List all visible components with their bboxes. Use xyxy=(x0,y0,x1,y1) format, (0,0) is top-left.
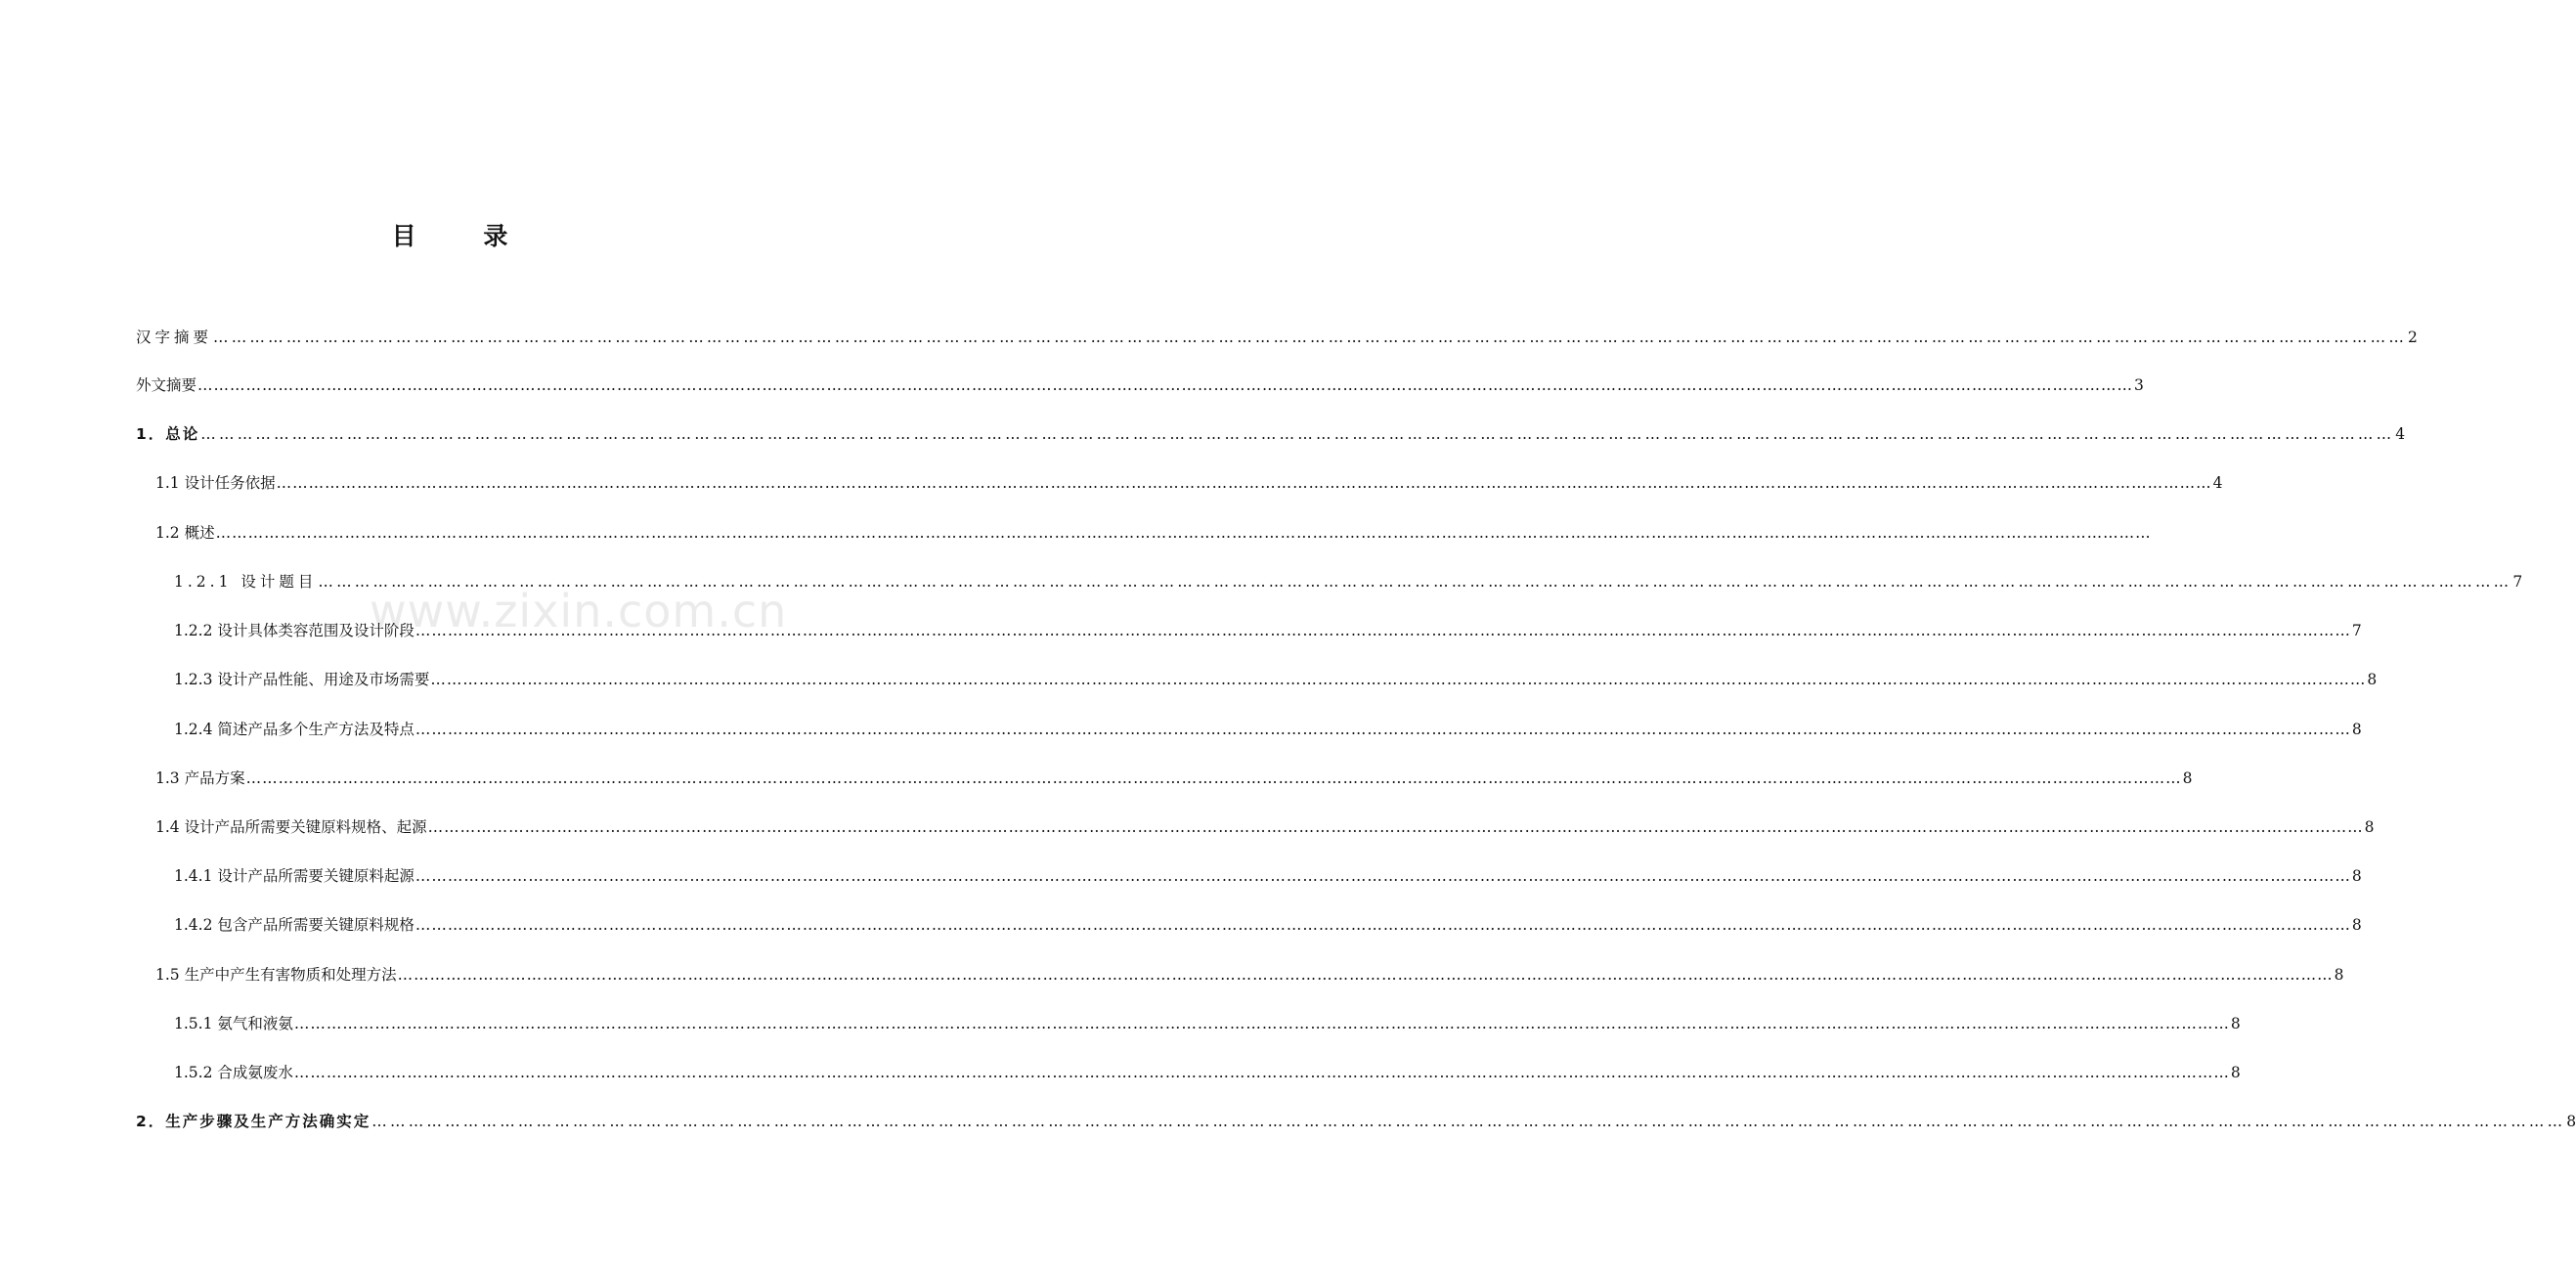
toc-entry-text: 1.4.2 包含产品所需要关键原料规格 xyxy=(174,916,415,934)
toc-entry[interactable] xyxy=(155,471,2223,495)
toc-entry[interactable] xyxy=(174,913,2362,937)
toc-entry-text: 1.2.4 简述产品多个生产方法及特点 xyxy=(174,721,415,738)
toc-entry-page: 8 xyxy=(2334,966,2344,984)
toc-entry[interactable] xyxy=(174,1012,2241,1035)
toc-entry-text: 1.2.1 设计题目 xyxy=(174,573,318,591)
toc-entry[interactable] xyxy=(136,422,2406,446)
toc-leader-dots: ……………………………………………………………………………………………………………………………………………………………………………………………………………………………………………………………………………………………………………………………… xyxy=(415,867,2351,885)
toc-entry-text: 1.4.1 设计产品所需要关键原料起源 xyxy=(174,867,415,885)
toc-entry-page: 7 xyxy=(2512,573,2523,591)
toc-leader-dots: ……………………………………………………………………………………………………………………………………………………………………………………………………………………………………………………………………………………………………………………………… xyxy=(415,916,2351,934)
toc-leader-dots: ……………………………………………………………………………………………………………………………………………………………………………………………………………………………………………………………………………………………………………………………… xyxy=(200,425,2395,443)
toc-entry-page: 8 xyxy=(2182,769,2193,787)
toc-entry[interactable] xyxy=(174,619,2362,642)
toc-entry-text: 1.3 产品方案 xyxy=(155,769,245,787)
toc-leader-dots: ……………………………………………………………………………………………………………………………………………………………………………………………………………………………………………………………………………………………………………………………… xyxy=(293,1015,2230,1032)
toc-entry-page: 8 xyxy=(2367,671,2378,688)
toc-leader-dots: ……………………………………………………………………………………………………………………………………………………………………………………………………………………………………………………………………………………………………………………………… xyxy=(397,966,2334,984)
toc-entry[interactable] xyxy=(155,521,2152,545)
toc-entry-text: 1.2.3 设计产品性能、用途及市场需要 xyxy=(174,671,430,688)
toc-entry-page: 7 xyxy=(2351,622,2362,639)
watermark: www.zixin.com.cn xyxy=(370,585,788,637)
toc-leader-dots: ……………………………………………………………………………………………………………………………………………………………………………………………………………………………………………………………………………………………………………………………… xyxy=(245,769,2182,787)
toc-entry-page: 2 xyxy=(2408,329,2418,346)
toc-entry[interactable] xyxy=(136,1110,2576,1133)
toc-leader-dots: ……………………………………………………………………………………………………………………………………………………………………………………………………………………………………………………………………………………………………………………………… xyxy=(213,329,2408,346)
toc-entry-text: 汉字摘要 xyxy=(136,329,213,346)
toc-entry-text: 1.5 生产中产生有害物质和处理方法 xyxy=(155,966,397,984)
toc-entry-text: 1．总论 xyxy=(136,425,200,443)
toc-leader-dots: ……………………………………………………………………………………………………………………………………………………………………………………………………………………………………………………………………………………………………………………………… xyxy=(293,1064,2230,1081)
toc-entry-text: 1.5.1 氨气和液氨 xyxy=(174,1015,293,1032)
toc-entry-text: 1.4 设计产品所需要关键原料规格、起源 xyxy=(155,818,427,836)
toc-entry[interactable] xyxy=(155,815,2375,839)
toc-leader-dots: ……………………………………………………………………………………………………………………………………………………………………………………………………………………………………………………………………………………………………………………………… xyxy=(197,376,2134,394)
toc-entry[interactable] xyxy=(174,864,2362,888)
toc-entry-page: 8 xyxy=(2351,721,2362,738)
toc-entry-page: 8 xyxy=(2566,1113,2576,1130)
toc-entry-page: 3 xyxy=(2134,376,2144,394)
toc-entry-page: 4 xyxy=(2212,474,2223,492)
toc-entry[interactable] xyxy=(136,373,2144,397)
toc-entry[interactable] xyxy=(174,668,2378,691)
toc-entry-page: 4 xyxy=(2395,425,2406,443)
toc-entry-page: 8 xyxy=(2351,867,2362,885)
toc-entry[interactable] xyxy=(136,326,2418,349)
toc-entry-text: 2．生产步骤及生产方法确实定 xyxy=(136,1113,371,1130)
toc-entry[interactable] xyxy=(155,963,2344,987)
toc-leader-dots: ……………………………………………………………………………………………………………………………………………………………………………………………………………………………………………………………………………………………………………………………… xyxy=(318,573,2512,591)
toc-entry-text: 1.5.2 合成氨废水 xyxy=(174,1064,293,1081)
toc-entry[interactable] xyxy=(174,570,2523,593)
toc-leader-dots: ……………………………………………………………………………………………………………………………………………………………………………………………………………………………………………………………………………………………………………………………… xyxy=(430,671,2367,688)
toc-leader-dots: ……………………………………………………………………………………………………………………………………………………………………………………………………………………………………………………………………………………………………………………………… xyxy=(276,474,2212,492)
toc-entry[interactable] xyxy=(174,1061,2241,1084)
toc-entry-page: 8 xyxy=(2351,916,2362,934)
toc-entry-page: 8 xyxy=(2230,1015,2241,1032)
toc-entry-text: 1.2.2 设计具体类容范围及设计阶段 xyxy=(174,622,415,639)
toc-entry-text: 外文摘要 xyxy=(136,376,197,394)
toc-entry[interactable] xyxy=(174,718,2362,741)
toc-leader-dots: ……………………………………………………………………………………………………………………………………………………………………………………………………………………………………………………………………………………………………………………………… xyxy=(415,622,2351,639)
toc-entry-page: 8 xyxy=(2364,818,2375,836)
page-title: 目 录 xyxy=(391,222,538,250)
toc-leader-dots: ……………………………………………………………………………………………………………………………………………………………………………………………………………………………………………………………………………………………………………………………… xyxy=(415,721,2351,738)
toc-entry-page: 8 xyxy=(2230,1064,2241,1081)
toc-leader-dots: ……………………………………………………………………………………………………………………………………………………………………………………………………………………………………………………………………………………………………………………………… xyxy=(215,524,2152,542)
toc-entry[interactable] xyxy=(155,767,2193,790)
toc-entry-text: 1.2 概述 xyxy=(155,524,215,542)
toc-leader-dots: ……………………………………………………………………………………………………………………………………………………………………………………………………………………………………………………………………………………………………………………………… xyxy=(427,818,2364,836)
toc-entry-text: 1.1 设计任务依据 xyxy=(155,474,276,492)
toc-leader-dots: ……………………………………………………………………………………………………………………………………………………………………………………………………………………………………………………………………………………………………………………………… xyxy=(371,1113,2566,1130)
